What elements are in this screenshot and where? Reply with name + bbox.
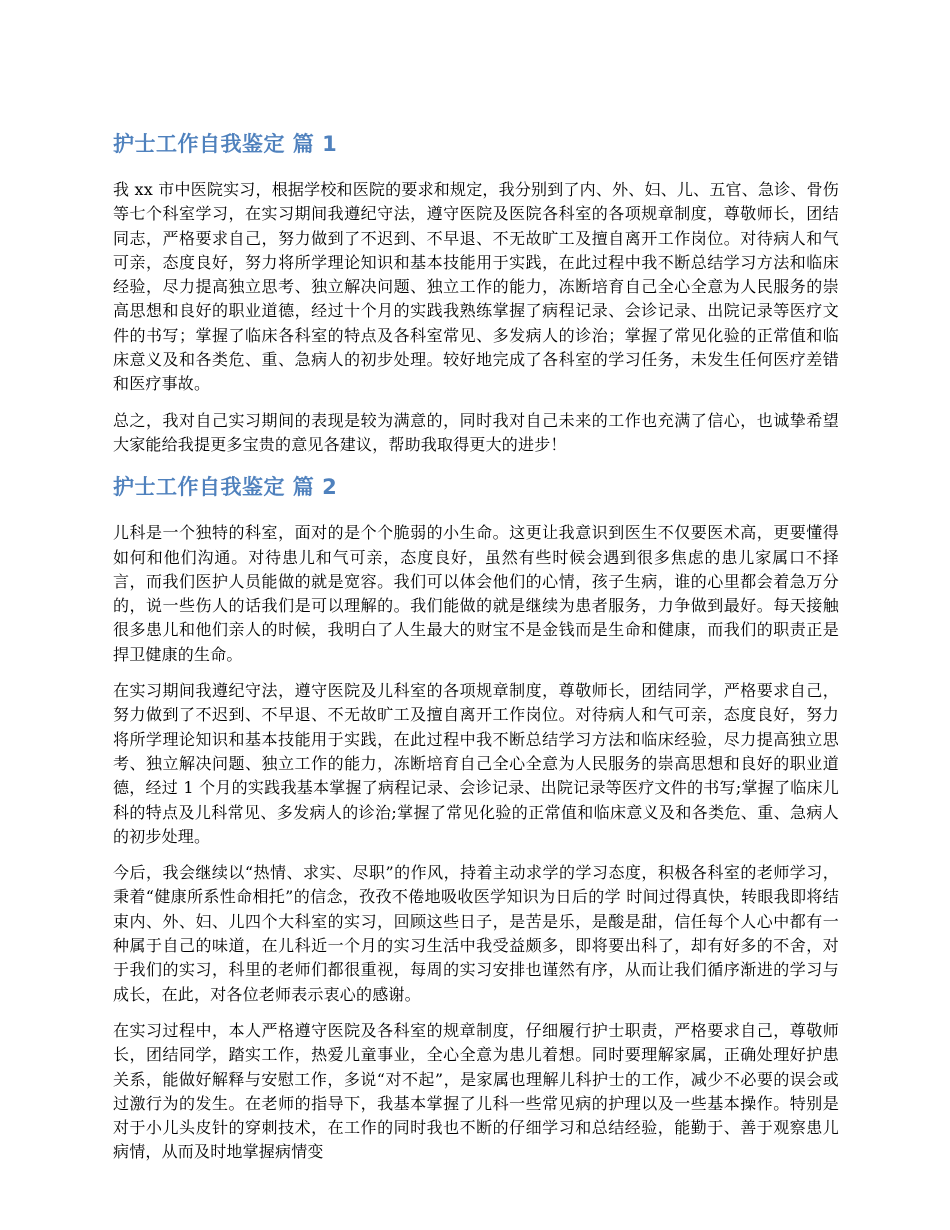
document-content [113, 126, 839, 1177]
paragraph: 儿科是一个独特的科室，面对的是个个脆弱的小生命。这更让我意识到医生不仅要医术高，更要懂得如何和他们沟通。对待患儿和气可亲，态度良好，虽然有些时候会遇到很多焦虑的患儿家属口不择言，而我们医护人员能做的就是宽容。我们可以体会他们的心情，孩子生病，谁的心里都会着急万分的，说一些伤人的话我们是可以理解的。我们能做的就是继续为患者服务，力争做到最好。每天接触很多患儿和他们亲人的时候，我明白了人生最大的财宝不是金钱而是生命和健康，而我们的职责正是捍卫健康的生命。 [113, 523, 839, 664]
paragraph: 总之，我对自己实习期间的表现是较为满意的，同时我对自己未来的工作也充满了信心，也诚挚希望大家能给我提更多宝贵的意见各建议，帮助我取得更大的进步！ [113, 410, 839, 454]
section-title: 护士工作自我鉴定 篇 2 [113, 475, 338, 500]
paragraph: 今后，我会继续以“热情、求实、尽职”的作风，持着主动求学的学习态度，积极各科室的老师学习，秉着“健康所系性命相托”的信念，孜孜不倦地吸收医学知识为日后的学 时间过得真快，转眼我即将结束内、外、妇、儿四个大科室的实习，回顾这些日子，是苦是乐，是酸是甜，信任每个人心中都有一种属于自己的味道，在儿科近一个月的实习生活中我受益颇多，即将要出科了，却有好多的不舍，对于我们的实习，科里的老师们都很重视，每周的实习安排也谨然有序，从而让我们循序渐进的学习与成长，在此，对各位老师表示衷心的感谢。 [113, 863, 839, 1004]
paragraph: 在实习过程中，本人严格遵守医院及各科室的规章制度，仔细履行护士职责，严格要求自己，尊敬师长，团结同学，踏实工作，热爱儿童事业，全心全意为患儿着想。同时要理解家属，正确处理好护患关系，能做好解释与安慰工作，多说“对不起”，是家属也理解儿科护士的工作，减少不必要的误会或过激行为的发生。在老师的指导下，我基本掌握了儿科一些常见病的护理以及一些基本操作。特别是对于小儿头皮针的穿刺技术，在工作的同时我也不断的仔细学习和总结经验，能勤于、善于观察患儿病情，从而及时地掌握病情变 [113, 1020, 839, 1162]
paragraph: 我 xx 市中医院实习，根据学校和医院的要求和规定，我分别到了内、外、妇、儿、五官、急诊、骨伤等七个科室学习，在实习期间我遵纪守法，遵守医院及医院各科室的各项规章制度，尊敬师长，团结同志，严格要求自己，努力做到了不迟到、不早退、不无故旷工及擅自离开工作岗位。对待病人和气可亲，态度良好，努力将所学理论知识和基本技能用于实践，在此过程中我不断总结学习方法和临床经验，尽力提高独立思考、独立解决问题、独立工作的能力，冻断培育自己全心全意为人民服务的崇高思想和良好的职业道德，经过十个月的实践我熟练掌握了病程记录、会诊记录、出院记录等医疗文件的书写；掌握了临床各科室的特点及各科室常见、多发病人的诊治；掌握了常见化验的正常值和临床意义及和各类危、重、急病人的初步处理。较好地完成了各科室的学习任务，未发生任何医疗差错和医疗事故。 [113, 180, 839, 394]
section-title: 护士工作自我鉴定 篇 1 [113, 132, 338, 156]
paragraph: 在实习期间我遵纪守法，遵守医院及儿科室的各项规章制度，尊敬师长，团结同学，严格要求自己，努力做到了不迟到、不早退、不无故旷工及擅自离开工作岗位。对待病人和气可亲，态度良好，努力将所学理论知识和基本技能用于实践，在此过程中我不断总结学习方法和临床经验，尽力提高独立思考、独立解决问题、独立工作的能力，冻断培育自己全心全意为人民服务的崇高思想和良好的职业道德，经过 1 个月的实践我基本掌握了病程记录、会诊记录、出院记录等医疗文件的书写;掌握了临床儿科的特点及儿科常见、多发病人的诊治;掌握了常见化验的正常值和临床意义及和各类危、重、急病人的初步处理。 [113, 681, 839, 846]
section-2 [113, 469, 839, 1164]
section-1 [113, 126, 839, 457]
